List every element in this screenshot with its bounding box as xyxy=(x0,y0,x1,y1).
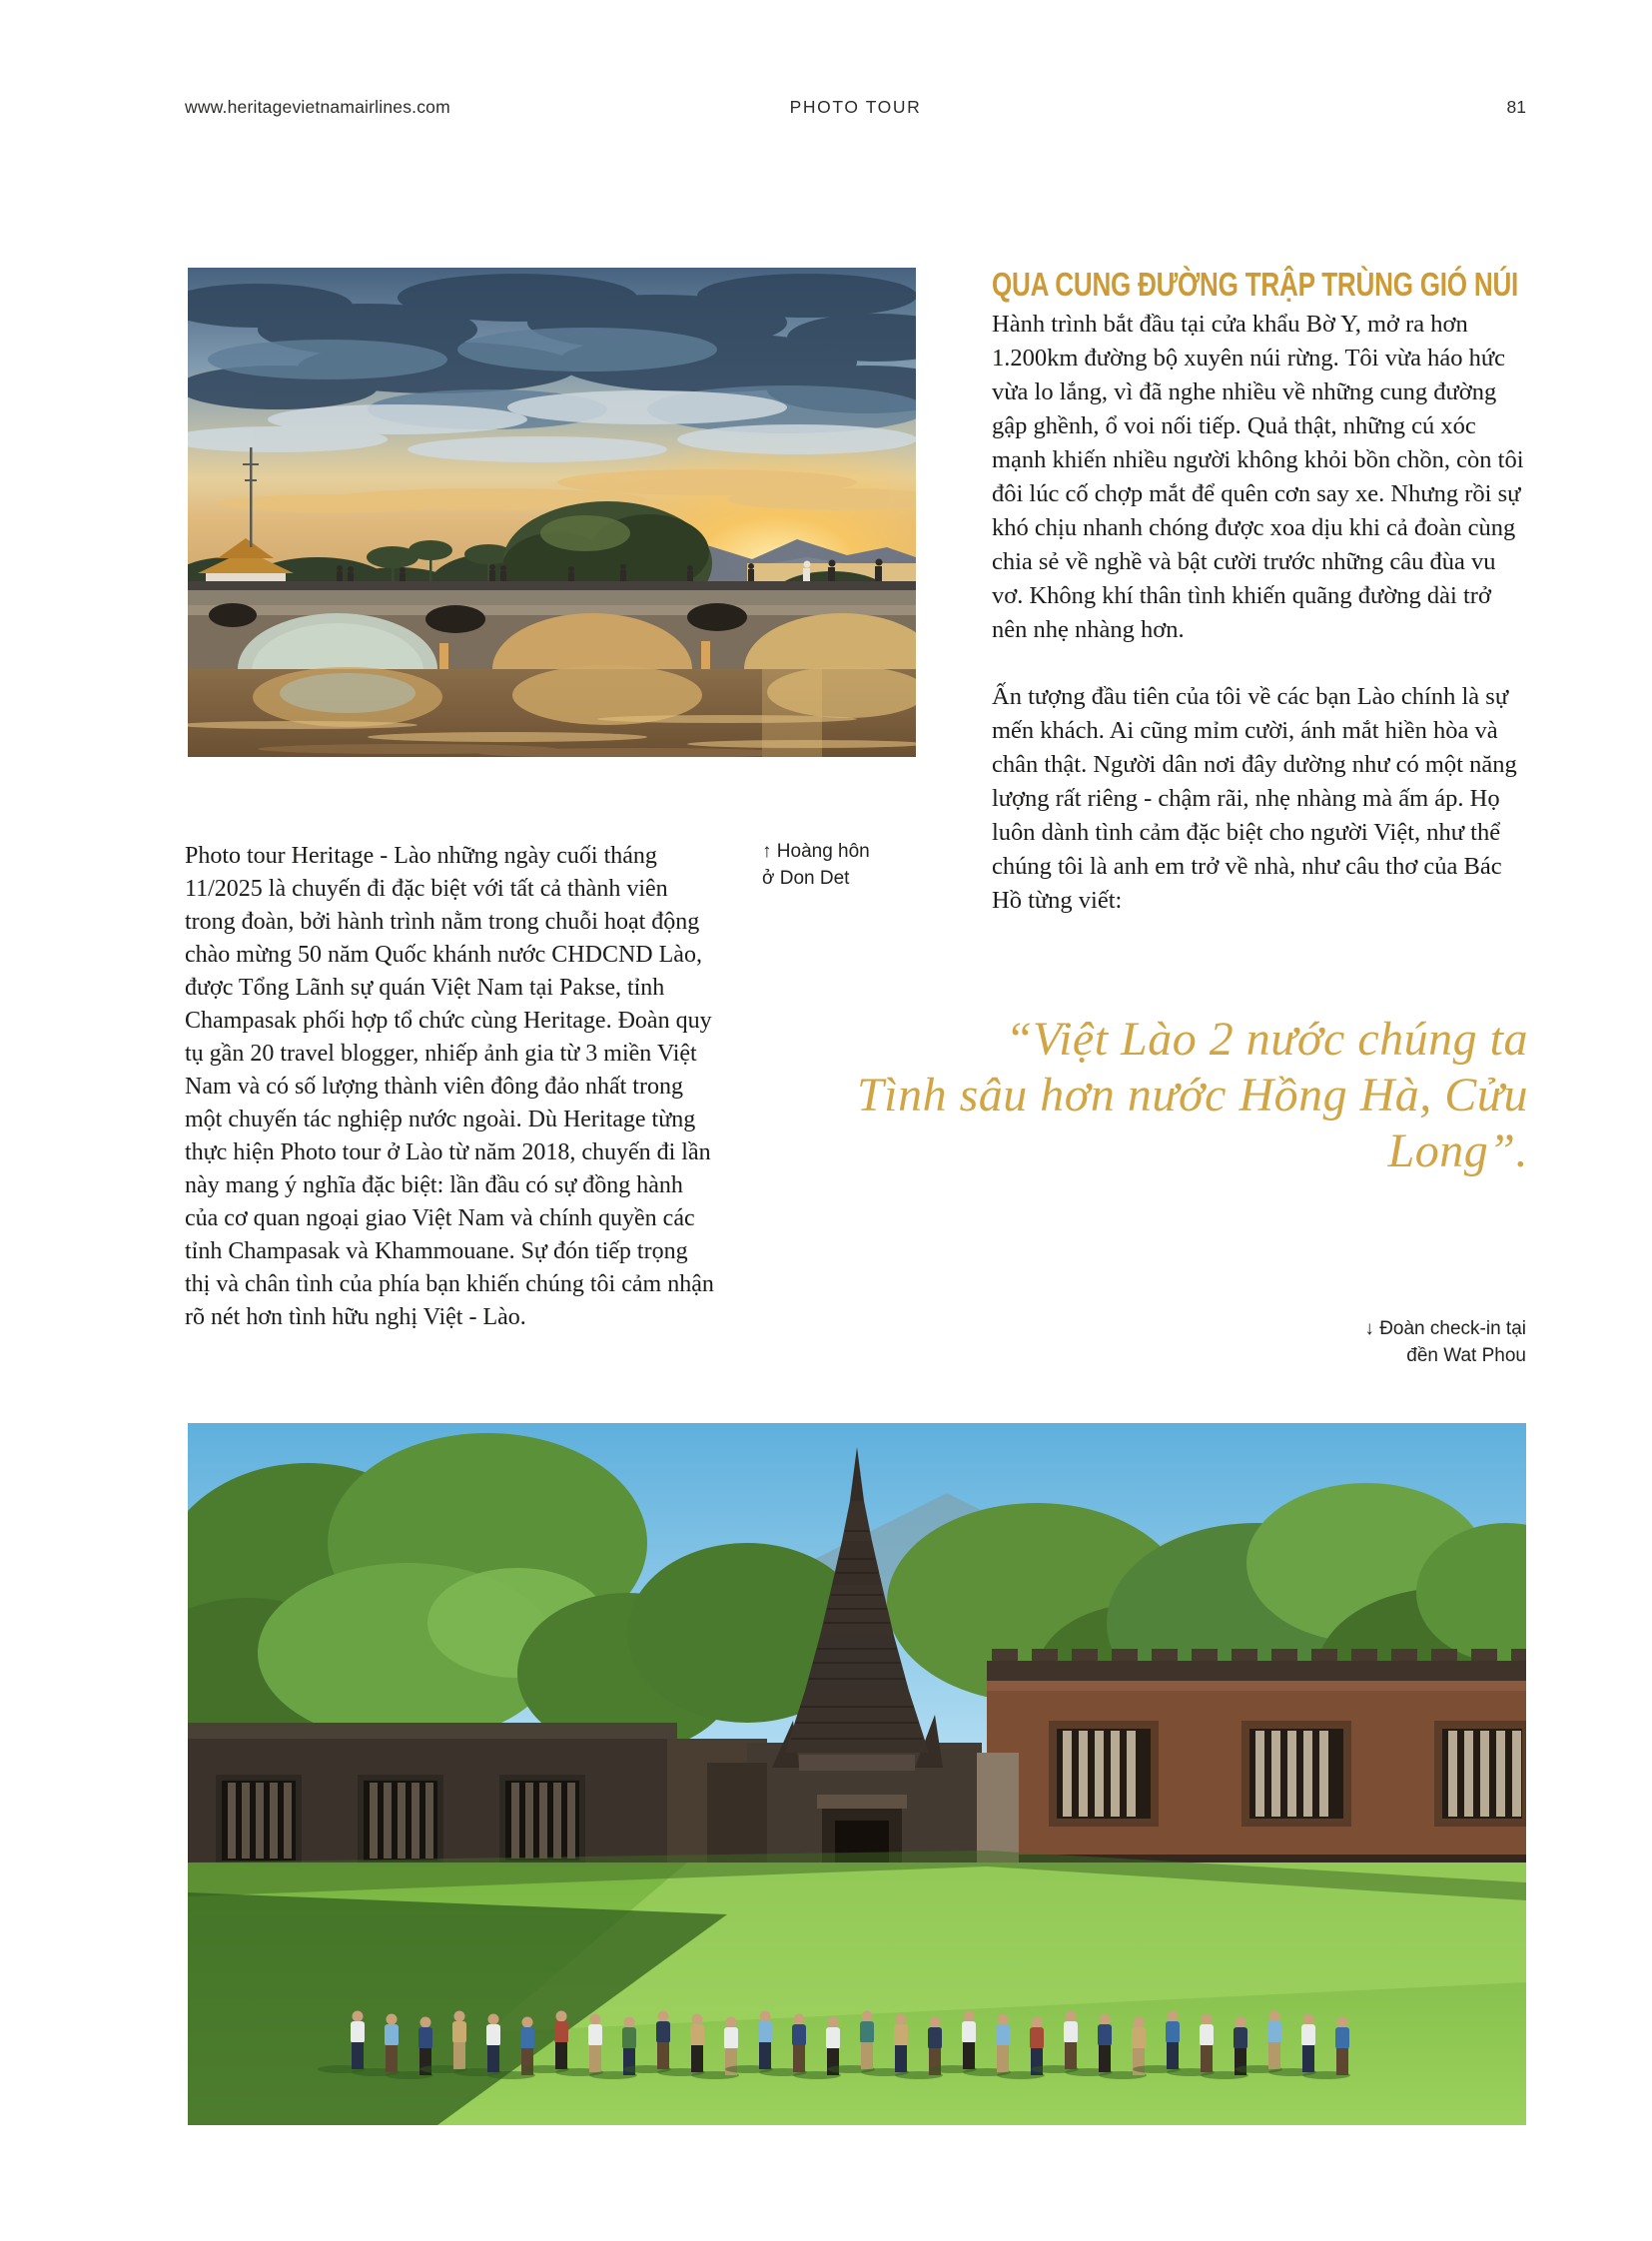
baluster-window xyxy=(216,1775,302,1867)
down-arrow-icon: ↓ xyxy=(1364,1318,1374,1339)
baluster-window xyxy=(358,1775,443,1867)
section-heading: QUA CUNG ĐƯỜNG TRẬP TRÙNG GIÓ NÚI xyxy=(992,266,1519,303)
baluster-window xyxy=(1241,1721,1351,1827)
up-arrow-icon: ↑ xyxy=(762,841,772,862)
body-text: Photo tour Heritage - Lào những ngày cuối tháng 11/2025 là chuyến đi đặc biệt với tất cả thành viên trong đoàn, bởi hành trình nằm trong chuỗi hoạt động chào mừng 50 năm Quốc khánh nước CHDCND Lào, được Tổng Lãnh sự quán Việt Nam tại Pakse, tỉnh Champasak phối hợp tổ chức cùng Heritage. Đoàn quy tụ gần 20 travel blogger, nhiếp ảnh gia từ 3 miền Việt Nam và có số lượng thành viên đông đảo nhất trong một chuyến tác nghiệp nước ngoài. Dù Heritage từng thực hiện Photo tour ở Lào từ năm 2018, chuyến đi lần này mang ý nghĩa đặc biệt: lần đầu có sự đồng hành của cơ quan ngoại giao Việt Nam và chính quyền các tỉnh Champasak và Khammouane. Sự đón tiếp trọng thị và chân tình của phía bạn khiến chúng tôi cảm nhận rõ nét hơn tình hữu nghị Việt - Lào. xyxy=(185,843,714,1330)
quote-line: “Việt Lào 2 nước chúng ta xyxy=(1005,1013,1528,1066)
body-text: Hành trình bắt đầu tại cửa khẩu Bờ Y, mở ra hơn 1.200km đường bộ xuyên núi rừng. Tôi vừa háo hức vừa lo lắng, vì đã nghe nhiều về những cung đường gập ghềnh, ổ voi nối tiếp. Quả thật, những cú xóc mạnh khiến nhiều người không khỏi bồn chồn, còn tôi đôi lúc cố chợp mắt để quên cơn say xe. Nhưng rồi sự khó chịu nhanh chóng được xoa dịu khi cả đoàn cùng chia sẻ về nghề và bật cười trước những câu đùa vu vơ. Không khí thân tình khiến quãng đường dài trở nên nhẹ nhàng hơn. xyxy=(992,311,1524,643)
antenna xyxy=(250,447,253,547)
caption-text: Hoàng hôn xyxy=(776,841,870,862)
article-column xyxy=(992,268,1528,951)
website-url: www.heritagevietnamairlines.com xyxy=(185,97,450,117)
page-number: 81 xyxy=(1506,97,1526,117)
pull-quote xyxy=(729,1012,1528,1179)
caption-text: đền Wat Phou xyxy=(1406,1345,1526,1366)
caption-text: Đoàn check-in tại xyxy=(1379,1318,1526,1339)
caption-wat-phou xyxy=(1197,1315,1526,1369)
baluster-window xyxy=(499,1775,585,1867)
body-text: Ấn tượng đầu tiên của tôi về các bạn Lào chính là sự mến khách. Ai cũng mỉm cười, ánh mắt hiền hòa và chân thật. Người dân nơi đây dường như có một năng lượng rất riêng - chậm rãi, nhẹ nhàng mà ấm áp. Họ luôn dành tình cảm đặc biệt cho người Việt, như thể chúng tôi là anh em trở về nhà, như câu thơ của Bác Hồ từng viết: xyxy=(992,683,1517,914)
baluster-window xyxy=(1434,1721,1526,1827)
caption-text: ở Don Det xyxy=(762,868,850,889)
quote-line: Tình sâu hơn nước Hồng Hà, Cửu Long”. xyxy=(857,1069,1528,1177)
don-det-sunset-photo xyxy=(188,268,916,757)
section-title: PHOTO TOUR xyxy=(789,97,922,117)
intro-paragraph xyxy=(185,840,714,1334)
baluster-window xyxy=(1049,1721,1159,1827)
page-header xyxy=(185,97,1526,119)
caption-don-det xyxy=(762,838,932,892)
wat-phou-group-photo xyxy=(188,1423,1526,2125)
